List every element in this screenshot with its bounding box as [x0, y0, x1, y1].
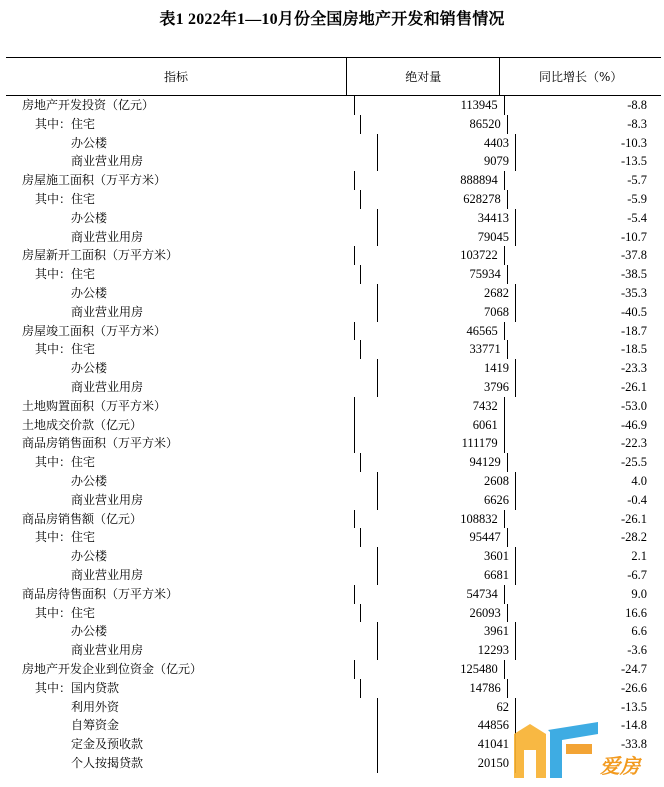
- row-label: 个人按揭贷款: [71, 755, 144, 770]
- table-row: [6, 547, 661, 566]
- table-row: [6, 453, 661, 472]
- row-growth: -3.6: [515, 641, 661, 660]
- row-label: 办公楼: [71, 361, 108, 376]
- table-header: [6, 58, 661, 96]
- row-label: 其中：住宅: [35, 116, 96, 131]
- table-row: [6, 228, 661, 247]
- row-label: 定金及预收款: [71, 737, 144, 752]
- row-label: 商品房销售额（亿元）: [22, 511, 143, 526]
- row-label: 其中：住宅: [35, 455, 96, 470]
- row-growth: -0.4: [515, 491, 661, 510]
- header-indicator: 指标: [163, 70, 188, 84]
- row-value: 3961: [377, 622, 515, 641]
- table-row: [6, 190, 661, 209]
- row-value: 44856: [377, 716, 515, 735]
- row-value: 3796: [377, 378, 515, 397]
- table-row: [6, 246, 661, 265]
- row-growth: -26.1: [515, 378, 661, 397]
- row-value: 6626: [377, 491, 515, 510]
- row-value: 79045: [377, 228, 515, 247]
- row-label: 商业营业用房: [71, 492, 144, 507]
- row-value: 94129: [360, 453, 506, 472]
- row-growth: -18.5: [507, 340, 661, 359]
- row-value: 75934: [360, 265, 506, 284]
- row-label: 土地成交价款（亿元）: [22, 417, 143, 432]
- row-label: 其中：住宅: [35, 191, 96, 206]
- row-label: 商业营业用房: [71, 643, 144, 658]
- table-row: [6, 585, 661, 604]
- row-value: 20150: [377, 754, 515, 773]
- row-label: 办公楼: [71, 473, 108, 488]
- row-label: 其中：住宅: [35, 530, 96, 545]
- row-growth: -5.4: [515, 209, 661, 228]
- row-growth: -28.2: [507, 528, 661, 547]
- row-value: 1419: [377, 359, 515, 378]
- row-growth: -38.5: [507, 265, 661, 284]
- row-label: 商品房待售面积（万平方米）: [22, 586, 179, 601]
- row-growth: -14.8: [515, 716, 661, 735]
- row-label: 房屋竣工面积（万平方米）: [22, 323, 167, 338]
- row-value: 103722: [354, 246, 503, 265]
- header-absolute: 绝对量: [346, 58, 500, 95]
- row-value: 6681: [377, 566, 515, 585]
- table-row: [6, 641, 661, 660]
- row-label: 办公楼: [71, 135, 108, 150]
- row-label: 商业营业用房: [71, 379, 144, 394]
- row-growth: -5.9: [507, 190, 661, 209]
- row-growth: -6.7: [515, 566, 661, 585]
- table-title: 表1 2022年1—10月份全国房地产开发和销售情况: [159, 11, 505, 28]
- row-growth: 2.1: [515, 547, 661, 566]
- table-row: [6, 622, 661, 641]
- row-label: 商业营业用房: [71, 229, 144, 244]
- table-row: [6, 434, 661, 453]
- row-value: 33771: [360, 340, 506, 359]
- table-row: [6, 303, 661, 322]
- table-row: [6, 510, 661, 529]
- row-growth: -5.7: [504, 171, 661, 190]
- row-label: 房地产开发企业到位资金（亿元）: [22, 661, 203, 676]
- row-value: 6061: [354, 416, 503, 435]
- row-value: 26093: [360, 604, 506, 623]
- table-row: [6, 416, 661, 435]
- row-value: 12293: [377, 641, 515, 660]
- row-label: 商业营业用房: [71, 304, 144, 319]
- data-table: [6, 57, 661, 773]
- row-value: 108832: [354, 510, 503, 529]
- row-value: 34413: [377, 209, 515, 228]
- row-growth: -22.3: [504, 434, 661, 453]
- row-value: 113945: [354, 96, 503, 115]
- table-row: [6, 284, 661, 303]
- row-label: 商品房销售面积（万平方米）: [22, 436, 179, 451]
- row-value: 2608: [377, 472, 515, 491]
- row-growth: -35.3: [515, 284, 661, 303]
- row-growth: -33.8: [515, 735, 661, 754]
- table-row: [6, 378, 661, 397]
- row-growth: -8.3: [507, 115, 661, 134]
- row-label: 办公楼: [71, 549, 108, 564]
- row-value: 111179: [354, 434, 503, 453]
- row-value: 2682: [377, 284, 515, 303]
- table-row: [6, 359, 661, 378]
- row-value: 9079: [377, 152, 515, 171]
- table-row: [6, 397, 661, 416]
- table-row: [6, 322, 661, 341]
- row-value: 41041: [377, 735, 515, 754]
- row-growth: -18.7: [504, 322, 661, 341]
- table-row: [6, 340, 661, 359]
- row-growth: -10.7: [515, 228, 661, 247]
- row-value: 54734: [354, 585, 503, 604]
- row-growth: 9.0: [504, 585, 661, 604]
- row-value: 46565: [354, 322, 503, 341]
- row-growth: -53.0: [504, 397, 661, 416]
- watermark-text: 爱房: [600, 754, 640, 778]
- row-growth: -13.5: [515, 698, 661, 717]
- table-row: [6, 604, 661, 623]
- table-row: [6, 115, 661, 134]
- table-row: [6, 528, 661, 547]
- row-value: 628278: [360, 190, 506, 209]
- row-growth: -10.3: [515, 134, 661, 153]
- table-row: [6, 171, 661, 190]
- row-label: 其中：住宅: [35, 605, 96, 620]
- row-value: 86520: [360, 115, 506, 134]
- row-label: 商业营业用房: [71, 154, 144, 169]
- row-label: 其中：住宅: [35, 267, 96, 282]
- table-row: [6, 698, 661, 717]
- row-growth: -13.5: [515, 152, 661, 171]
- table-body: [6, 96, 661, 773]
- row-growth: 6.6: [515, 622, 661, 641]
- row-label: 办公楼: [71, 210, 108, 225]
- row-label: 办公楼: [71, 285, 108, 300]
- row-label: 利用外资: [71, 699, 120, 714]
- row-label: 其中：国内贷款: [35, 680, 120, 695]
- table-row: [6, 660, 661, 679]
- table-row: [6, 96, 661, 115]
- table-row: [6, 152, 661, 171]
- row-growth: -26.6: [507, 679, 661, 698]
- row-value: 125480: [354, 660, 503, 679]
- row-growth: -46.9: [504, 416, 661, 435]
- table-row: [6, 209, 661, 228]
- row-value: 4403: [377, 134, 515, 153]
- row-value: 888894: [354, 171, 503, 190]
- row-label: 其中：住宅: [35, 342, 96, 357]
- table-row: [6, 491, 661, 510]
- row-label: 办公楼: [71, 624, 108, 639]
- row-growth: -37.8: [504, 246, 661, 265]
- row-value: 14786: [360, 679, 506, 698]
- row-growth: -8.8: [504, 96, 661, 115]
- row-label: 土地购置面积（万平方米）: [22, 398, 167, 413]
- row-value: 7432: [354, 397, 503, 416]
- row-value: 3601: [377, 547, 515, 566]
- row-growth: -25.5: [507, 453, 661, 472]
- row-growth: -23.3: [515, 359, 661, 378]
- row-label: 房屋新开工面积（万平方米）: [22, 248, 179, 263]
- row-label: 房屋施工面积（万平方米）: [22, 173, 167, 188]
- row-value: 7068: [377, 303, 515, 322]
- table-row: [6, 265, 661, 284]
- row-label: 自筹资金: [71, 718, 120, 733]
- row-label: 房地产开发投资（亿元）: [22, 98, 155, 112]
- row-growth: 4.0: [515, 472, 661, 491]
- table-row: [6, 134, 661, 153]
- row-growth: -40.5: [515, 303, 661, 322]
- row-value: 62: [377, 698, 515, 717]
- row-growth: 16.6: [507, 604, 661, 623]
- row-label: 商业营业用房: [71, 567, 144, 582]
- row-value: 95447: [360, 528, 506, 547]
- table-row: [6, 679, 661, 698]
- table-row: [6, 566, 661, 585]
- table-row: [6, 472, 661, 491]
- header-growth: 同比增长（%）: [499, 58, 661, 95]
- row-growth: -26.1: [504, 510, 661, 529]
- row-growth: -24.7: [504, 660, 661, 679]
